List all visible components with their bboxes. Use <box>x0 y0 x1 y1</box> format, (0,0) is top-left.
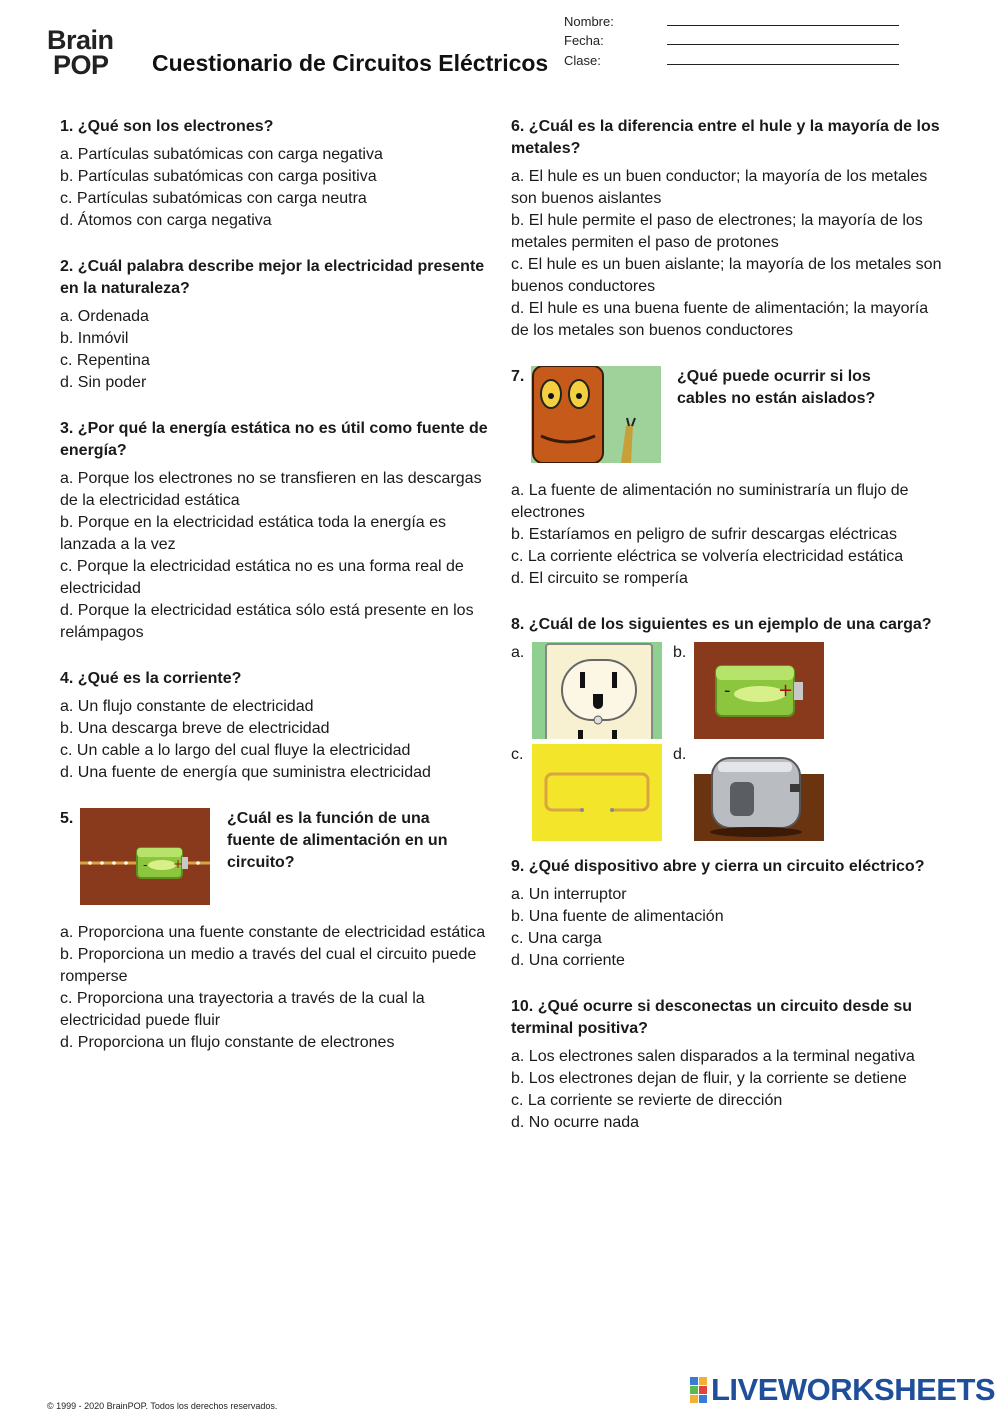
liveworksheets-watermark <box>690 1374 995 1406</box>
question-7-header <box>511 366 943 472</box>
option-label-a: a. <box>511 644 525 661</box>
question-title: 3. ¿Por qué la energía estática no es útil como fuente de energía? <box>60 420 488 459</box>
option-label-d: d. <box>673 746 687 763</box>
copyright-footer: © 1999 - 2020 BrainPOP. Todos los derechos reservados. <box>47 1401 278 1411</box>
answer-option[interactable]: c. Una carga <box>511 930 602 947</box>
question-5-options <box>60 922 492 1054</box>
battery-option-image[interactable] <box>694 642 824 739</box>
answer-option[interactable]: b. Los electrones dejan de fluir, y la corriente se detiene <box>511 1070 907 1087</box>
answer-option[interactable]: a. Ordenada <box>60 308 149 325</box>
robot-moby-image <box>531 366 661 463</box>
question-number: 7. <box>511 368 525 385</box>
answer-option[interactable]: d. Una corriente <box>511 952 625 969</box>
answer-option[interactable]: a. Proporciona una fuente constante de electricidad estática <box>60 924 486 941</box>
question-title: 2. ¿Cuál palabra describe mejor la electricidad presente en la naturaleza? <box>60 258 485 297</box>
brainpop-logo: Brain POP <box>47 25 114 80</box>
class-label: Clase: <box>564 53 601 68</box>
question-title: 6. ¿Cuál es la diferencia entre el hule y la mayoría de los metales? <box>511 118 940 157</box>
answer-option[interactable]: b. Una fuente de alimentación <box>511 908 724 925</box>
question-9 <box>511 856 943 972</box>
answer-option[interactable]: b. Partículas subatómicas con carga positiva <box>60 168 377 185</box>
question-4 <box>60 668 492 784</box>
outlet-option-image[interactable] <box>532 642 662 739</box>
question-title: 1. ¿Qué son los electrones? <box>60 118 274 135</box>
question-title: ¿Cuál es la función de una fuente de alimentación en un circuito? <box>227 810 448 871</box>
answer-option[interactable]: c. La corriente se revierte de dirección <box>511 1092 783 1109</box>
date-label: Fecha: <box>564 33 604 48</box>
question-5-header <box>60 808 492 914</box>
answer-option[interactable]: d. Porque la electricidad estática sólo está presente en los relámpagos <box>60 602 474 641</box>
answer-option[interactable]: b. Proporciona un medio a través del cual el circuito puede romperse <box>60 946 477 985</box>
question-title: ¿Qué puede ocurrir si los cables no están aislados? <box>677 368 876 407</box>
name-label: Nombre: <box>564 14 614 29</box>
answer-option[interactable]: c. Repentina <box>60 352 150 369</box>
answer-option[interactable]: c. Porque la electricidad estática no es una forma real de electricidad <box>60 558 464 597</box>
question-title: 10. ¿Qué ocurre si desconectas un circuito desde su terminal positiva? <box>511 998 913 1037</box>
answer-option[interactable]: d. Proporciona un flujo constante de electrones <box>60 1034 395 1051</box>
answer-option[interactable]: b. El hule permite el paso de electrones; la mayoría de los metales permiten el paso de protones <box>511 212 923 251</box>
wire-loop-option-image[interactable] <box>532 744 662 841</box>
question-2 <box>60 256 492 394</box>
answer-option[interactable]: a. La fuente de alimentación no suministraría un flujo de electrones <box>511 482 909 521</box>
answer-option[interactable]: c. La corriente eléctrica se volvería electricidad estática <box>511 548 904 565</box>
answer-option[interactable]: c. Proporciona una trayectoria a través de la cual la electricidad puede fluir <box>60 990 425 1029</box>
answer-option[interactable]: d. Sin poder <box>60 374 147 391</box>
answer-option[interactable]: a. Porque los electrones no se transfieren en las descargas de la electricidad estática <box>60 470 482 509</box>
svg-text:-: - <box>724 680 731 701</box>
option-label-c: c. <box>511 746 524 763</box>
answer-option[interactable]: d. No ocurre nada <box>511 1114 640 1131</box>
question-title: 9. ¿Qué dispositivo abre y cierra un circuito eléctrico? <box>511 858 925 875</box>
answer-option[interactable]: a. El hule es un buen conductor; la mayoría de los metales son buenos aislantes <box>511 168 928 207</box>
svg-text:+: + <box>173 857 184 871</box>
answer-option[interactable]: c. El hule es un buen aislante; la mayoría de los metales son buenos conductores <box>511 256 942 295</box>
question-title: 8. ¿Cuál de los siguientes es un ejemplo de una carga? <box>511 616 932 633</box>
question-title: 4. ¿Qué es la corriente? <box>60 670 242 687</box>
answer-image-grid <box>511 642 943 842</box>
question-6 <box>511 116 943 342</box>
answer-option[interactable]: b. Estaríamos en peligro de sufrir descargas eléctricas <box>511 526 897 543</box>
left-column <box>60 116 492 1078</box>
class-field[interactable] <box>667 64 899 65</box>
page-title: Cuestionario de Circuitos Eléctricos <box>152 50 549 76</box>
question-number: 5. <box>60 810 74 827</box>
battery-circuit-image <box>80 808 210 905</box>
answer-option[interactable]: c. Un cable a lo largo del cual fluye la electricidad <box>60 742 411 759</box>
question-1 <box>60 116 492 232</box>
answer-option[interactable]: c. Partículas subatómicas con carga neutra <box>60 190 367 207</box>
question-8 <box>511 614 943 842</box>
toaster-option-image[interactable] <box>694 744 824 841</box>
answer-option[interactable]: a. Los electrones salen disparados a la terminal negativa <box>511 1048 915 1065</box>
answer-option[interactable]: d. El hule es una buena fuente de alimentación; la mayoría de los metales son buenos conductores <box>511 300 929 339</box>
right-column <box>511 116 943 1158</box>
option-label-b: b. <box>673 644 687 661</box>
question-3 <box>60 418 492 644</box>
svg-text:+: + <box>778 680 794 701</box>
answer-option[interactable]: a. Partículas subatómicas con carga negativa <box>60 146 383 163</box>
watermark-text: LIVEWORKSHEETS <box>711 1372 996 1407</box>
liveworksheets-logo-icon <box>690 1377 707 1403</box>
answer-option[interactable]: b. Porque en la electricidad estática toda la energía es lanzada a la vez <box>60 514 447 553</box>
answer-option[interactable]: a. Un flujo constante de electricidad <box>60 698 314 715</box>
answer-option[interactable]: d. Átomos con carga negativa <box>60 212 272 229</box>
svg-text:-: - <box>143 858 148 872</box>
answer-option[interactable]: d. El circuito se rompería <box>511 570 688 587</box>
question-7-options <box>511 480 943 590</box>
question-10 <box>511 996 943 1134</box>
answer-option[interactable]: b. Inmóvil <box>60 330 129 347</box>
answer-option[interactable]: a. Un interruptor <box>511 886 627 903</box>
date-field[interactable] <box>667 44 899 45</box>
answer-option[interactable]: b. Una descarga breve de electricidad <box>60 720 330 737</box>
name-field[interactable] <box>667 25 899 26</box>
answer-option[interactable]: d. Una fuente de energía que suministra electricidad <box>60 764 431 781</box>
